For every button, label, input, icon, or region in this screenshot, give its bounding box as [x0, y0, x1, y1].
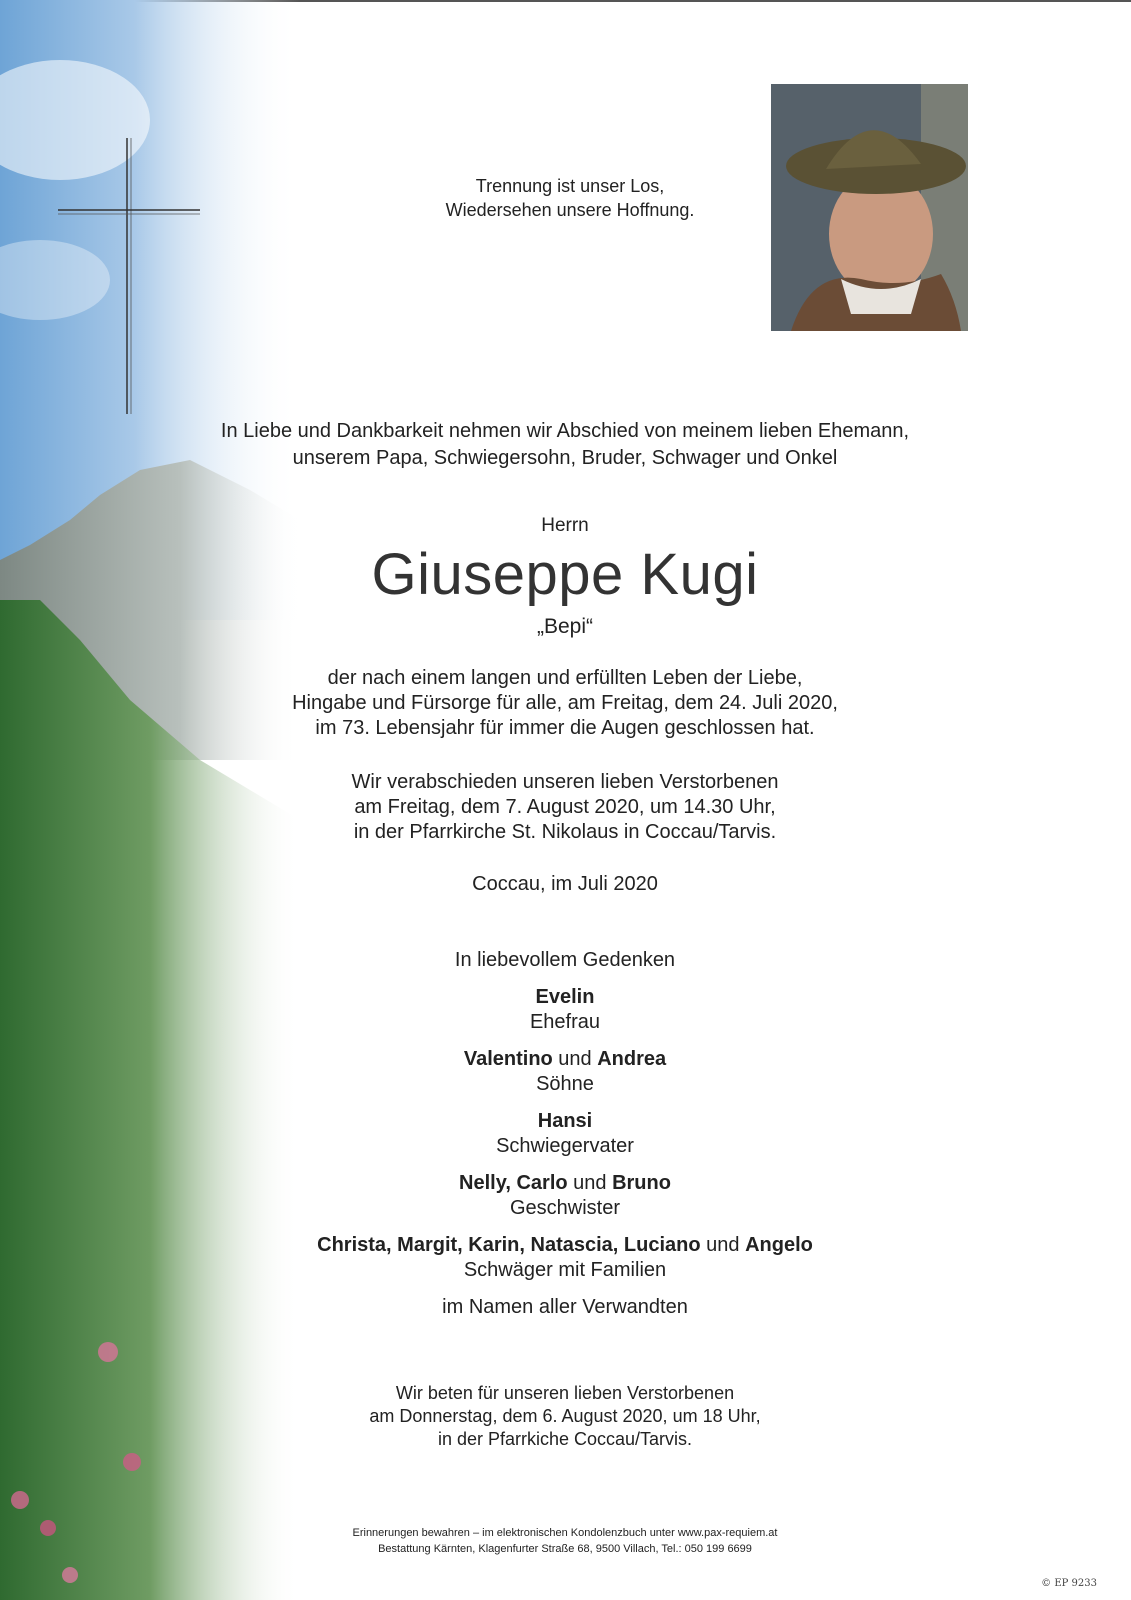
mourner-role: Ehefrau [529, 1011, 601, 1033]
description-line: der nach einem langen und erfüllten Leben der Liebe, [327, 667, 803, 689]
intro-line: unserem Papa, Schwiegersohn, Bruder, Schwager und Onkel [292, 447, 838, 469]
prayer-line: in der Pfarrkiche Coccau/Tarvis. [437, 1429, 693, 1449]
mourner-name: Angelo [745, 1234, 813, 1256]
mourners-lead: In liebevollem Gedenken [454, 949, 676, 971]
death-description [150, 666, 980, 741]
prayer-info [150, 1382, 980, 1451]
cross-icon [0, 0, 220, 420]
mourner-role: Schwäger mit Familien [463, 1259, 667, 1281]
mourner-name: Andrea [597, 1048, 667, 1070]
motto-line: Trennung ist unser Los, [475, 176, 665, 196]
mourner-group [150, 985, 980, 1035]
service-line: am Freitag, dem 7. August 2020, um 14.30 Uhr, [354, 796, 776, 818]
motto-line: Wiedersehen unsere Hoffnung. [445, 200, 695, 220]
intro-text [150, 418, 980, 472]
mourner-role: Söhne [536, 1073, 594, 1095]
mourner-group [150, 1047, 980, 1097]
funeral-service-info [150, 770, 980, 845]
mourner-names [150, 985, 980, 1010]
mourner-group [150, 1109, 980, 1159]
and-word: und [552, 1048, 598, 1070]
mourner-names [150, 1047, 980, 1072]
place-and-date: Coccau, im Juli 2020 [472, 873, 658, 895]
and-word: und [700, 1234, 746, 1256]
prayer-line: Wir beten für unseren lieben Verstorbenen [395, 1383, 735, 1403]
mourner-name: Hansi [537, 1110, 593, 1132]
mourner-names [150, 1233, 980, 1258]
deceased-name: Giuseppe Kugi [371, 542, 759, 607]
mourner-name: Valentino [463, 1048, 553, 1070]
mourner-role: Schwiegervater [496, 1135, 634, 1157]
salutation: Herrn [541, 515, 589, 536]
mourner-name: Nelly, Carlo [459, 1172, 568, 1194]
mourner-role: Geschwister [509, 1197, 621, 1219]
footer-line: Bestattung Kärnten, Klagenfurter Straße 68, 9500 Villach, Tel.: 050 199 6699 [378, 1543, 752, 1555]
service-line: Wir verabschieden unseren lieben Verstorbenen [351, 771, 779, 793]
service-line: in der Pfarrkirche St. Nikolaus in Coccau/Tarvis. [353, 821, 777, 843]
and-word: und [567, 1172, 613, 1194]
motto [420, 174, 720, 222]
mourners-closing: im Namen aller Verwandten [442, 1296, 688, 1318]
mourner-name: Evelin [535, 986, 595, 1008]
intro-line: In Liebe und Dankbarkeit nehmen wir Abschied von meinem lieben Ehemann, [220, 420, 910, 442]
prayer-line: am Donnerstag, dem 6. August 2020, um 18 Uhr, [369, 1406, 761, 1426]
portrait-image [771, 84, 968, 331]
mourner-name: Bruno [612, 1172, 671, 1194]
print-code: © EP 9233 [1041, 1578, 1097, 1589]
mourner-group [150, 1233, 980, 1283]
mourner-name: Christa, Margit, Karin, Natascia, Luciano [317, 1234, 701, 1256]
portrait-photo [771, 84, 968, 331]
description-line: Hingabe und Fürsorge für alle, am Freitag, dem 24. Juli 2020, [292, 692, 838, 714]
footer [150, 1525, 980, 1557]
mourner-names [150, 1171, 980, 1196]
nickname: „Bepi“ [536, 615, 594, 638]
footer-line: Erinnerungen bewahren – im elektronischen Kondolenzbuch unter www.pax-requiem.at [352, 1527, 778, 1539]
mourners-list [150, 948, 980, 1320]
mourner-names [150, 1109, 980, 1134]
description-line: im 73. Lebensjahr für immer die Augen geschlossen hat. [315, 717, 815, 739]
mourner-group [150, 1171, 980, 1221]
